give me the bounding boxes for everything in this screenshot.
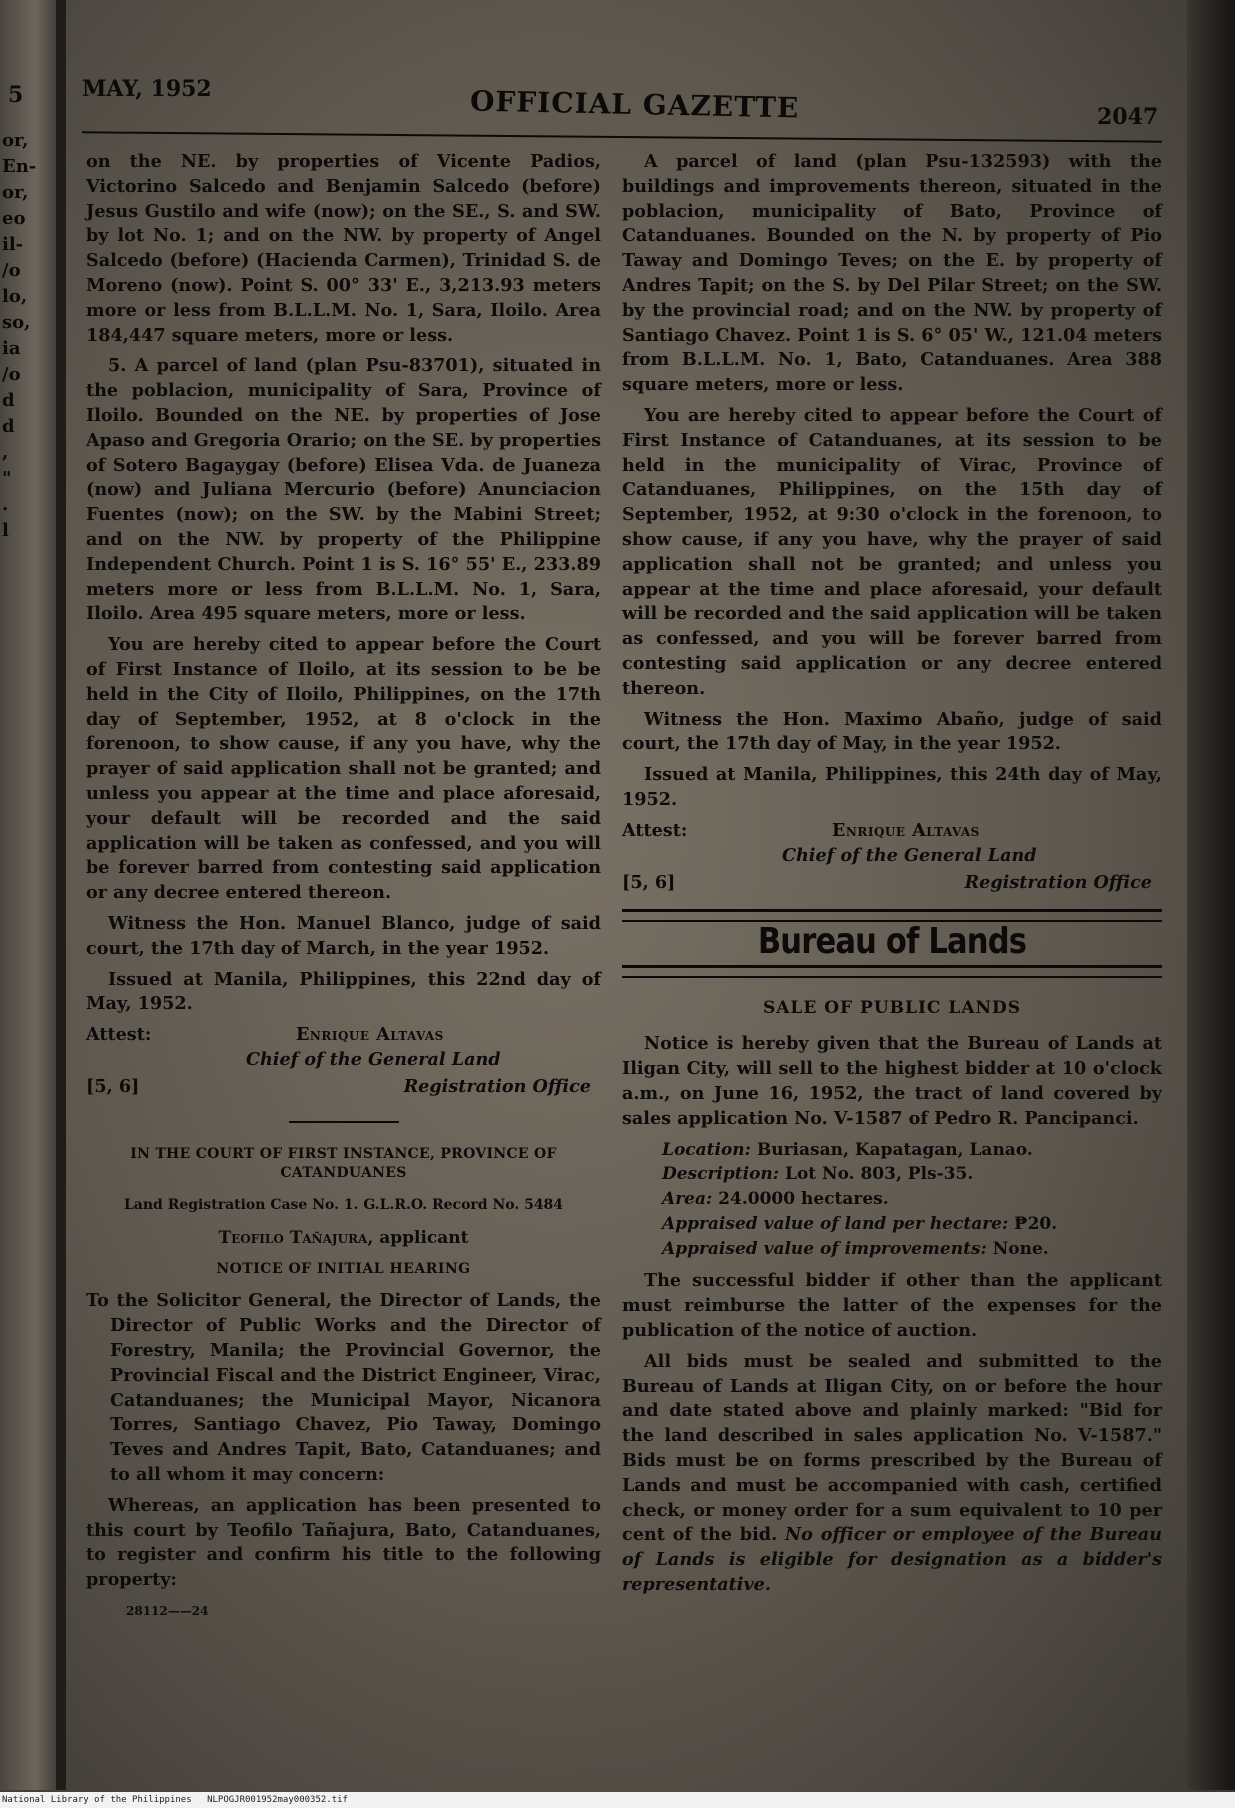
previous-page-fragments (2, 128, 36, 544)
section-title: Bureau of Lands (757, 920, 1027, 962)
fragment: d (2, 390, 15, 411)
paragraph: on the NE. by properties of Vicente Padios, Victorino Salcedo and Benjamin Salcedo (before) Jesus Gustilo and wife (now); on the SE., S. and SW. by lot No. 1; and on the NW. by property of Angel Salcedo (before) (Hacienda Carmen), Trinidad S. de Moreno (now). Point S. 00° 33' E., 3,213.93 meters more or less from B.L.L.M. No. 1, Sara, Iloilo. Area 184,447 square meters, more or less. (86, 151, 601, 346)
detail-key: Description: (662, 1164, 780, 1185)
header-date: MAY, 1952 (82, 76, 212, 102)
paragraph-italic-text: No officer or employee of the Bureau of Lands is eligible for designation as a bidder's representative. (622, 1524, 1162, 1596)
footer-library: National Library of the Philippines (2, 1795, 192, 1805)
header-page-number: 2047 (1097, 104, 1159, 130)
print-code: 28112——24 (126, 1604, 209, 1619)
detail-key: Location: (662, 1139, 751, 1160)
court-heading: IN THE COURT OF FIRST INSTANCE, PROVINCE OF CATANDUANES (130, 1146, 557, 1182)
attest-title-line2: Registration Office (403, 1076, 591, 1098)
page-header (82, 72, 1162, 132)
fragment: . (2, 494, 9, 515)
paragraph: You are hereby cited to appear before the Court of First Instance of Iloilo, at its session to be be held in the City of Iloilo, Philippines, on the 17th day of September, 1952, at 8 o'clock in the forenoon, to show cause, if any you have, why the prayer of said application shall not be granted; and unless you appear at the time and place aforesaid, your default will be recorded and the said application will be taken as confessed, and you will be forever barred from contesting said application or any decree entered thereon. (86, 634, 601, 904)
detail-area (662, 1187, 1162, 1212)
detail-value: ₱20. (1008, 1213, 1058, 1234)
right-column (622, 150, 1162, 1604)
applicant-name: Teofilo Tañajura, (218, 1227, 374, 1248)
paragraph: Whereas, an application has been presented to this court by Teofilo Tañajura, Bato, Catanduanes, to register and confirm his title to the following property: (86, 1494, 601, 1591)
detail-value: 24.0000 hectares. (712, 1189, 889, 1210)
fragment: so, (2, 312, 31, 333)
attest-title-line2: Registration Office (964, 871, 1152, 893)
attest-block (86, 1023, 601, 1103)
fragment: /o (2, 364, 21, 385)
subsection-title: SALE OF PUBLIC LANDS (762, 997, 1022, 1018)
attest-block (622, 819, 1162, 899)
fragment: l (2, 520, 9, 541)
applicant-role: applicant (373, 1227, 469, 1248)
detail-value: Lot No. 803, Pls-35. (779, 1164, 974, 1185)
page-gutter (56, 0, 66, 1790)
fragment: lo, (2, 286, 28, 307)
page-shadow (1187, 0, 1235, 1790)
paragraph: Issued at Manila, Philippines, this 22nd day of May, 1952. (86, 968, 601, 1015)
detail-appraised-improvements (662, 1237, 1162, 1262)
attest-label: Attest: (86, 1024, 152, 1046)
fragment: En- (2, 156, 37, 177)
fragment: d (2, 416, 15, 437)
fragment: , (2, 442, 9, 463)
attest-name: Enrique Altavas (832, 819, 980, 841)
fragment: ia (2, 338, 21, 359)
paragraph: You are hereby cited to appear before the Court of First Instance of Catanduanes, at its session to be held in the municipality of Virac, Province of Catanduanes, Philippines, on the 15th day of September, 1952, at 9:30 o'clock in the forenoon, to show cause, if any you have, why the prayer of said application shall not be granted; and unless you appear at the time and place aforesaid, your default will be recorded and the said application will be taken as confessed, and you will be forever barred from contesting said application or any decree entered thereon. (622, 404, 1162, 699)
fragment: /o (2, 260, 21, 281)
paragraph: Notice is hereby given that the Bureau of Lands at Iligan City, will sell to the highest bidder at 10 o'clock a.m., on June 16, 1952, the tract of land covered by sales application No. V-1587 of Pedro R. Pancipanci. (622, 1033, 1162, 1129)
notice-heading: NOTICE OF INITIAL HEARING (216, 1260, 471, 1277)
paragraph: To the Solicitor General, the Director of Lands, the Director of Public Works and the Director of Forestry, Manila; the Provincial Governor, the Provincial Fiscal and the District Engineer, Virac, Catanduanes; the Municipal Mayor, Nicanora Torres, Santiago Chavez, Pio Taway, Domingo Teves and Andres Tapit, Bato, Catanduanes; and to all whom it may concern: (86, 1290, 601, 1486)
paragraph: 5. A parcel of land (plan Psu-83701), situated in the poblacion, municipality of Sara, Province of Iloilo. Bounded on the NE. by properties of Jose Apaso and Gregoria Orario; on the SE. by properties of Sotero Bagaygay (before) Elisea Vda. de Juaneza (now) and Juliana Mercurio (before) Anunciacion Fuentes (now); on the SW. by the Mabini Street; and on the NW. by property of the Philippine Independent Church. Point 1 is S. 16° 55' E., 233.89 meters more or less from B.L.L.M. No. 1, Sara, Iloilo. Area 495 square meters, more or less. (86, 355, 601, 625)
paragraph (622, 1350, 1162, 1598)
section-rule (622, 965, 1162, 978)
left-column (86, 150, 601, 1624)
attest-title-line1: Chief of the General Land (246, 1049, 501, 1071)
fragment: or, (2, 130, 29, 151)
detail-key: Appraised value of land per hectare: (662, 1213, 1009, 1234)
paragraph: Issued at Manila, Philippines, this 24th day of May, 1952. (622, 764, 1162, 810)
footer-filename: NLPOGJR001952may000352.tif (207, 1795, 348, 1805)
case-line: Land Registration Case No. 1. G.L.R.O. Record No. 5484 (123, 1197, 564, 1214)
section-divider (289, 1121, 399, 1123)
detail-value: None. (986, 1238, 1049, 1259)
header-rule (82, 131, 1162, 142)
attest-reference: [5, 6] (86, 1076, 140, 1098)
paragraph: Witness the Hon. Maximo Abaño, judge of said court, the 17th day of May, in the year 1952. (622, 708, 1162, 755)
fragment: eo (2, 208, 26, 229)
detail-location (662, 1138, 1162, 1163)
fragment: " (2, 468, 12, 489)
attest-reference: [5, 6] (622, 871, 676, 893)
header-title: OFFICIAL GAZETTE (469, 84, 800, 125)
previous-page-edge (0, 0, 60, 1790)
attest-name: Enrique Altavas (296, 1024, 444, 1046)
paragraph: Witness the Hon. Manuel Blanco, judge of said court, the 17th day of March, in the year 1952. (86, 912, 601, 959)
attest-title-line1: Chief of the General Land (782, 844, 1037, 866)
fragment: or, (2, 182, 29, 203)
detail-value: Buriasan, Kapatagan, Lanao. (750, 1139, 1033, 1160)
applicant-line (86, 1226, 601, 1251)
detail-appraised-land (662, 1212, 1162, 1237)
paragraph-text: All bids must be sealed and submitted to the Bureau of Lands at Iligan City, on or before the hour and date stated above and plainly marked: "Bid for the land described in sales application No. V-1587." Bids must be on forms prescribed by the Bureau of Lands and must be accompanied with cash, certified check, or money order for a sum equivalent to 10 per cent of the bid. (622, 1350, 1162, 1546)
detail-key: Area: (662, 1189, 713, 1210)
previous-page-number: 5 (8, 82, 24, 108)
scan-footer (0, 1792, 1235, 1808)
detail-key: Appraised value of improvements: (662, 1238, 987, 1259)
fragment: il- (2, 234, 24, 255)
paragraph: The successful bidder if other than the applicant must reimburse the latter of the expenses for the publication of the notice of auction. (622, 1270, 1162, 1342)
attest-label: Attest: (622, 819, 688, 841)
paragraph: A parcel of land (plan Psu-132593) with the buildings and improvements thereon, situated in the poblacion, municipality of Bato, Province of Catanduanes. Bounded on the N. by property of Pio Taway and Domingo Teves; on the E. by property of Andres Tapit; on the S. by Del Pilar Street; on the SW. by the provincial road; and on the NW. by property of Santiago Chavez. Point 1 is S. 6° 05' W., 121.04 meters from B.L.L.M. No. 1, Bato, Catanduanes. Area 388 square meters, more or less. (622, 151, 1162, 396)
detail-description (662, 1162, 1162, 1187)
